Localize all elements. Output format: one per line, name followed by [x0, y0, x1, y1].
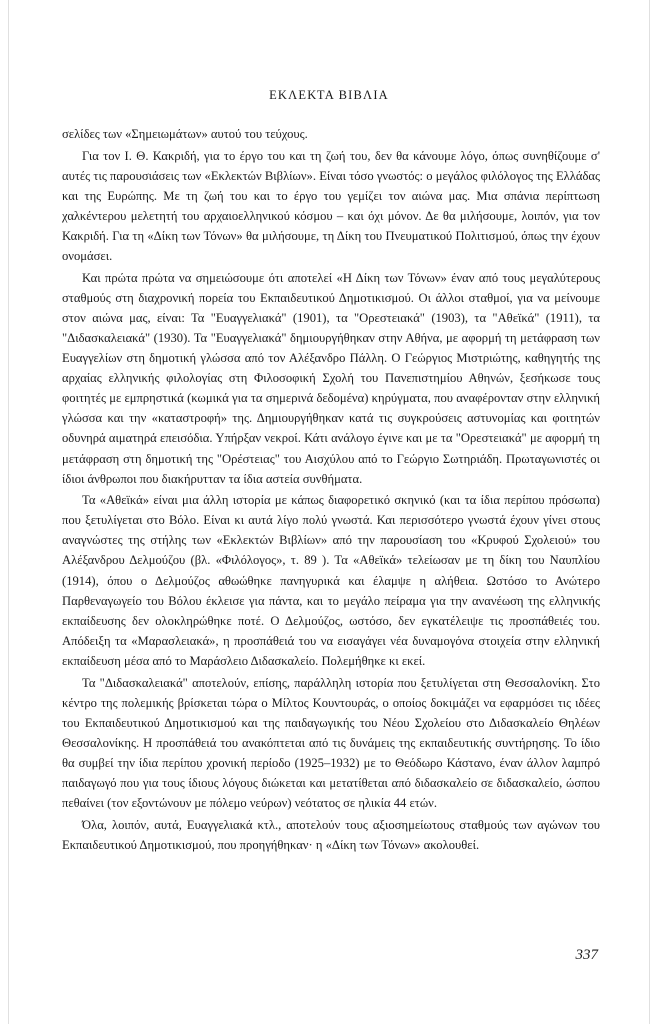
paragraph: Τα «Αθεϊκά» είναι μια άλλη ιστορία με κάπως διαφορετικό σκηνικό (και τα ίδια περίπου πρόσωπα) που ξετυλίγεται στο Βόλο. Είναι κι αυτά λίγο πολύ γνωστά. Και περισσότερο γνωστά έχουν γίνει στους αναγνώστες της στήλης των «Εκλεκτών Βιβλίων» από την παρουσίαση του «Κρυφού Σχολειού» του Αλέξανδρου Δελμούζου (βλ. «Φιλόλογος», τ. 89 ). Τα «Αθεϊκά» τελείωσαν με τη δίκη του Ναυπλίου (1914), όπου ο Δελμούζος αθωώθηκε πανηγυρικά και έλαμψε η αλήθεια. Ωστόσο το Ανώτερο Παρθεναγωγείο του Βόλου έκλεισε για πάντα, και το μεγάλο πείραμα για την ανανέωση της ελληνικής εκπαίδευσης δεν ολοκληρώθηκε ποτέ. Ο Δελμούζος, ωστόσο, δεν εγκατέλειψε τις προσπάθειές του. Απόδειξη τα «Μαρασλειακά», η προσπάθειά του να εισαγάγει νέα δυναμογόνα στοιχεία στην ελληνική εκπαίδευση μέσα από το Μαράσλειο Διδασκαλείο. Πολεμήθηκε κι εκεί. — [62, 493, 600, 668]
article-body — [62, 124, 600, 855]
paragraph: Και πρώτα πρώτα να σημειώσουμε ότι αποτελεί «Η Δίκη των Τόνων» έναν από τους μεγαλύτερους σταθμούς στη διαχρονική πορεία του Εκπαιδευτικού Δημοτικισμού. Οι άλλοι σταθμοί, για να μείνουμε στον αιώνα μας, είναι: Τα "Ευαγγελιακά" (1901), τα "Ορεστειακά" (1903), τα "Αθεϊκά" (1911), τα "Διδασκαλειακά" (1930). Τα "Ευαγγελιακά" δημιουργήθηκαν στην Αθήνα, με αφορμή τη μετάφραση των Ευαγγελίων στη δημοτική γλώσσα από τον Αλέξανδρο Πάλλη. Ο Γεώργιος Μιστριώτης, καθηγητής της αρχαίας ελληνικής φιλολογίας στη Φιλοσοφική Σχολή του Πανεπιστημίου Αθηνών, ξεσήκωσε τους φοιτητές με εμπρηστικά (κωμικά για τα σημερινά δεδομένα) κηρύγματα, που αναφέρονταν στην ελληνική γλώσσα και την «καταστροφή» της. Δημιουργήθηκαν κατά τις συγκρούσεις αστυνομίας και φοιτητών οδυνηρά αιματηρά επεισόδια. Υπήρξαν νεκροί. Κάτι ανάλογο έγινε και με τα "Ορεστειακά" με αφορμή τη μετάφραση στη δημοτική της "Ορέστειας" του Αισχύλου από το Γεώργιο Σωτηριάδη. Πρωταγωνιστές οι ίδιοι άνθρωποι που διακήρυτταν τα ίδια αστεία συνθήματα. — [62, 270, 600, 486]
page-edge-right — [649, 0, 650, 1024]
page-edge-left — [8, 0, 9, 1024]
paragraph: Τα "Διδασκαλειακά" αποτελούν, επίσης, παράλληλη ιστορία που ξετυλίγεται στη Θεσσαλονίκη. Στο κέντρο της πολεμικής βρίσκεται τώρα ο Μίλτος Κουντουράς, ο οποίος δοκιμάζει να εφαρμόσει τις ιδέες του Εκπαιδευτικού Δημοτικισμού και της παιδαγωγικής του Νέου Σχολείου στο Διδασκαλείο Θηλέων Θεσσαλονίκης. Η προσπάθειά του ανακόπτεται από τις δυνάμεις της εκπαιδευτικής συντήρησης. Το ίδιο θα συμβεί την ίδια περίπου χρονική περίοδο (1925–1932) με το Θεόδωρο Κάστανο, έναν άλλον λαμπρό παιδαγωγό που για τους ίδιους λόγους διώκεται και μετατίθεται από διδασκαλείο σε διδασκαλείο, ώσπου πεθαίνει (τον εξοντώνουν με πόλεμο νεύρων) νεότατος σε ηλικία 44 ετών. — [62, 675, 600, 811]
paragraph: Για τον Ι. Θ. Κακριδή, για το έργο του και τη ζωή του, δεν θα κάνουμε λόγο, όπως συνηθίζουμε σ' αυτές τις παρουσιάσεις των «Εκλεκτών Βιβλίων». Είναι τόσο γνωστός: ο μεγάλος φιλόλογος της Ελλάδας και της Ευρώπης. Με τη ζωή του και το έργο του γεμίζει τον αιώνα μας. Μια σπάνια περίπτωση χαλκέντερου μελετητή του αρχαιοελληνικού κόσμου – και όχι μόνον. Δε θα μιλήσουμε, λοιπόν, για τον Κακριδή. Για τη «Δίκη των Τόνων» θα μιλήσουμε, τη Δίκη του Πνευματικού Πολιτισμού, όπως την έχουν ονομάσει. — [62, 148, 600, 264]
paragraph: σελίδες των «Σημειωμάτων» αυτού του τεύχους. — [62, 127, 308, 141]
paragraph: Όλα, λοιπόν, αυτά, Ευαγγελιακά κτλ., αποτελούν τους αξιοσημείωτους σταθμούς των αγώνων του Εκπαιδευτικού Δημοτικισμού, που προηγήθηκαν· η «Δίκη των Τόνων» ακολουθεί. — [62, 817, 600, 852]
page-number: 337 — [575, 947, 598, 963]
running-header: ΕΚΛΕΚΤΑ ΒΙΒΛΙΑ — [269, 88, 389, 102]
